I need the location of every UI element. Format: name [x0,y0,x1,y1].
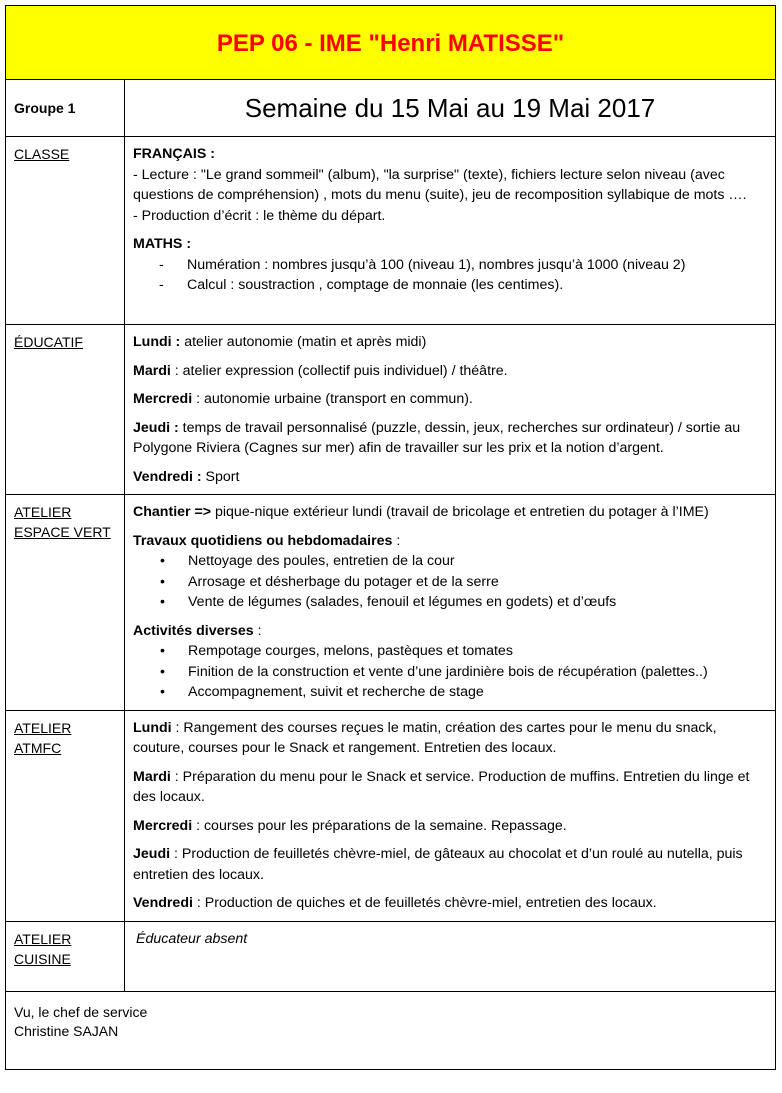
title-row [6,6,776,80]
list-item: - Numération : nombres jusqu’à 100 (niveau 1), nombres jusqu’à 1000 (niveau 2) [133,255,767,276]
list-item: - Calcul : soustraction , comptage de monnaie (les centimes). [133,275,767,296]
day-entry: Mercredi : courses pour les préparations de la semaine. Repassage. [133,817,567,834]
day-entry: Vendredi : Sport [133,468,240,485]
section-content-espace-vert [125,495,776,711]
francais-line: - Lecture : "Le grand sommeil" (album), "la surprise" (texte), fichiers lecture selon niveau (avec questions de compréhension) , mots du menu (suite), jeu de recomposition syllabique de mots …. [133,166,747,203]
week-title: Semaine du 15 Mai au 19 Mai 2017 [125,80,776,137]
section-cuisine [6,921,776,991]
section-content-cuisine [125,921,776,991]
title-cell [6,6,776,80]
activites-heading: Activités diverses : [133,622,262,639]
list-item: • Finition de la construction et vente d’une jardinière bois de récupération (palettes..) [133,662,767,683]
day-entry: Jeudi : temps de travail personnalisé (puzzle, dessin, jeux, recherches sur ordinateur) / sortie au Polygone Riviera (Cagnes sur mer) afin de travailler sur les prix et la notion d’argent. [133,419,741,456]
day-entry: Jeudi : Production de feuilletés chèvre-miel, de gâteaux au chocolat et d’un roulé au nutella, puis entretien des locaux. [133,846,743,883]
section-atmfc [6,710,776,921]
signature-name: Christine SAJAN [14,1022,119,1039]
section-label-classe: CLASSE [6,137,125,325]
section-label-espace-vert: ATELIER ESPACE VERT [6,495,125,711]
list-item: • Arrosage et désherbage du potager et de la serre [133,572,767,593]
section-label-atmfc: ATELIER ATMFC [6,710,125,921]
page-title: PEP 06 - IME "Henri MATISSE" [216,30,565,57]
schedule-table [5,5,776,1070]
list-item: • Vente de légumes (salades, fenouil et légumes en godets) et d’œufs [133,592,767,613]
section-espace-vert [6,495,776,711]
activites-list [133,641,767,703]
day-entry: Mercredi : autonomie urbaine (transport en commun). [133,391,473,407]
travaux-list [133,551,767,613]
week-row [6,80,776,137]
day-entry: Mardi : Préparation du menu pour le Snack et service. Production de muffins. Entretien du linge et des locaux. [133,768,750,805]
list-item: • Accompagnement, suivit et recherche de stage [133,682,767,703]
section-content-atmfc [125,710,776,921]
day-entry: Lundi : atelier autonomie (matin et après midi) [133,334,427,350]
francais-title: FRANÇAIS : [133,146,215,162]
chantier-entry: Chantier => pique-nique extérieur lundi (travail de bricolage et entretien du potager à l’IME) [133,504,709,520]
section-content-educatif [125,325,776,495]
signature-block [6,991,776,1069]
maths-list [133,255,767,296]
footer-row [6,991,776,1069]
francais-line: - Production d’écrit : le thème du départ. [133,207,386,224]
day-entry: Vendredi : Production de quiches et de feuilletés chèvre-miel, entretien des locaux. [133,895,657,911]
schedule-sheet [5,5,775,1070]
list-item: • Nettoyage des poules, entretien de la cour [133,551,767,572]
day-entry: Lundi : Rangement des courses reçues le matin, création des cartes pour le menu du snack, couture, courses pour le Snack et rangement. Entretien des locaux. [133,719,717,756]
section-content-classe [125,137,776,325]
section-educatif [6,325,776,495]
day-entry: Mardi : atelier expression (collectif puis individuel) / théâtre. [133,362,508,379]
section-label-cuisine: ATELIER CUISINE [6,921,125,991]
list-item: • Rempotage courges, melons, pastèques et tomates [133,641,767,662]
cuisine-note: Éducateur absent [136,930,248,947]
section-label-educatif: ÉDUCATIF [6,325,125,495]
section-classe [6,137,776,325]
travaux-heading: Travaux quotidiens ou hebdomadaires : [133,532,401,549]
group-label: Groupe 1 [6,80,125,137]
maths-title: MATHS : [133,236,192,252]
signature-line: Vu, le chef de service [14,1003,148,1020]
